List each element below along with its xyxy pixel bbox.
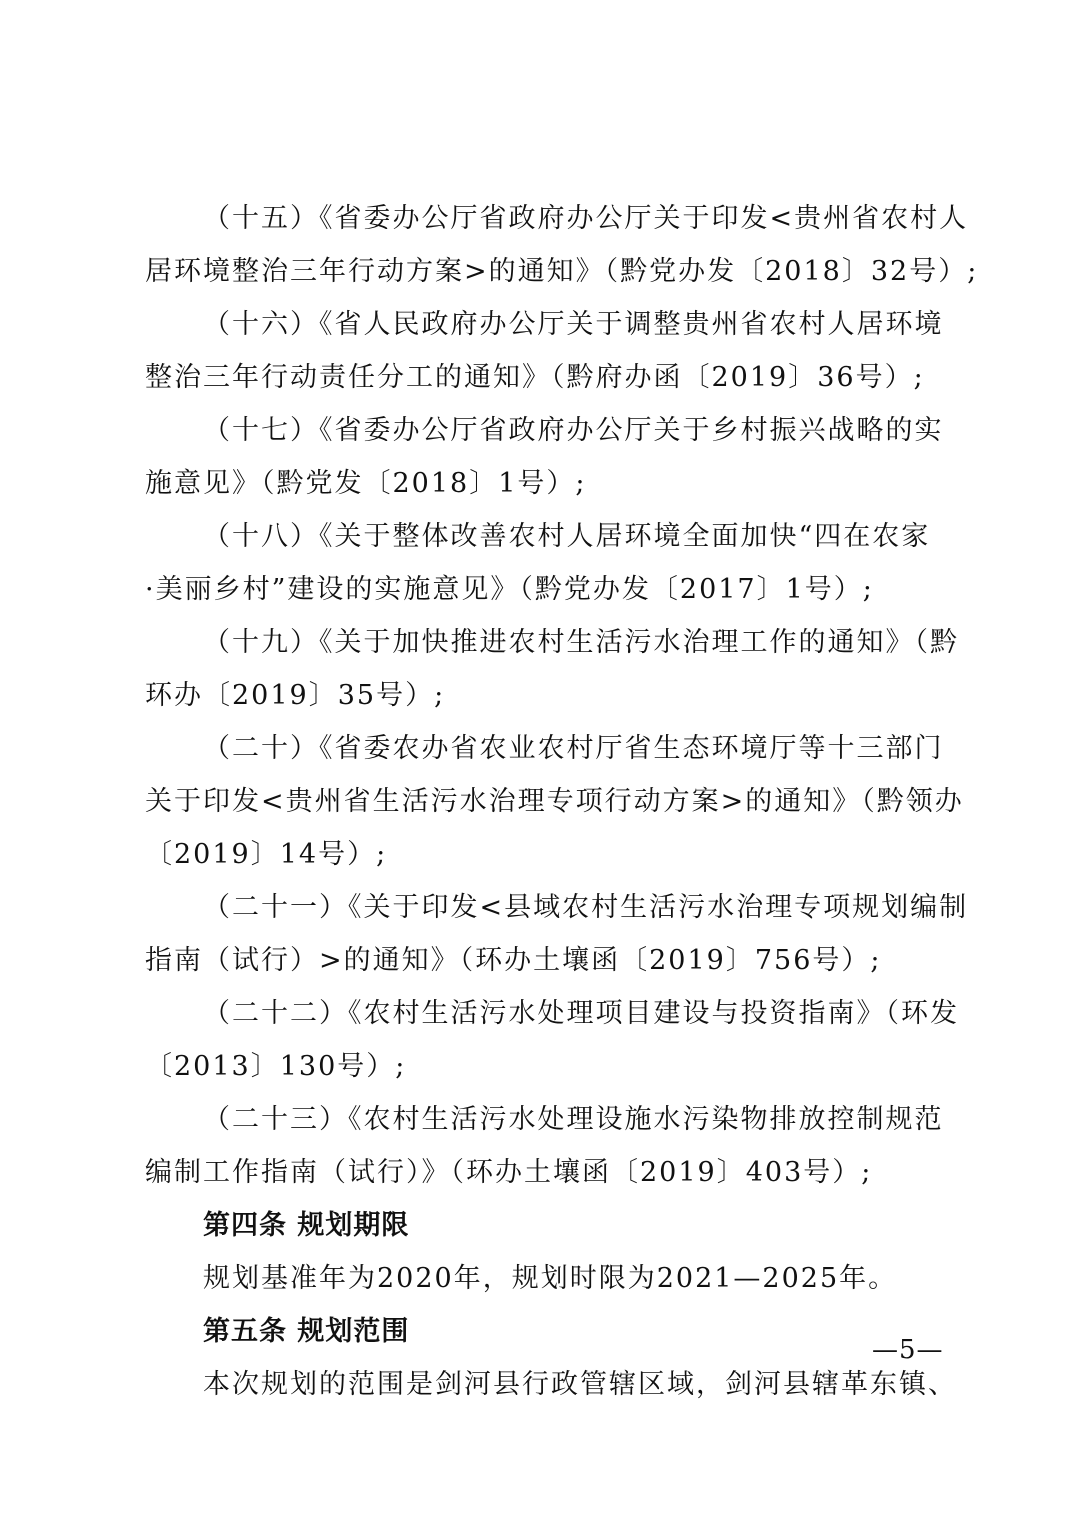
reference-line: （二十一）《关于印发<县域农村生活污水治理专项规划编制 <box>203 892 969 923</box>
reference-item-15 <box>145 192 979 298</box>
reference-item-17 <box>145 404 944 510</box>
article-4-heading: 第四条 规划期限 <box>203 1210 410 1241</box>
reference-line: 编制工作指南（试行）》（环办土壤函〔2019〕403号）; <box>145 1157 873 1188</box>
reference-line: （十九）《关于加快推进农村生活污水治理工作的通知》（黔 <box>203 627 959 658</box>
reference-line: ·美丽乡村”建设的实施意见》（黔党办发〔2017〕1号）; <box>145 574 874 605</box>
reference-item-18 <box>145 510 940 616</box>
reference-line: 环办〔2019〕35号）; <box>145 680 446 711</box>
reference-line: （十八）《关于整体改善农村人居环境全面加快“四在农家 <box>203 521 931 552</box>
reference-line: （十七）《省委办公厅省政府办公厅关于乡村振兴战略的实 <box>203 415 944 446</box>
reference-line: 指南（试行）>的通知》（环办土壤函〔2019〕756号）; <box>145 945 882 976</box>
reference-item-21 <box>145 881 969 987</box>
page-body <box>145 192 979 1411</box>
reference-line: 〔2019〕14号）; <box>145 839 388 870</box>
article-4-text: 规划基准年为2020年，规划时限为2021—2025年。 <box>203 1263 898 1294</box>
article-5-heading: 第五条 规划范围 <box>203 1316 410 1347</box>
reference-item-23 <box>145 1093 944 1199</box>
reference-item-19 <box>145 616 959 722</box>
reference-line: 施意见》（黔党发〔2018〕1号）; <box>145 468 587 499</box>
reference-line: （二十二）《农村生活污水处理项目建设与投资指南》（环发 <box>203 998 959 1029</box>
page-number: —5— <box>872 1335 944 1365</box>
reference-line: （二十）《省委农办省农业农村厅省生态环境厅等十三部门 <box>203 733 944 764</box>
reference-line: 居环境整治三年行动方案>的通知》（黔党办发〔2018〕32号）; <box>145 256 979 287</box>
reference-line: （二十三）《农村生活污水处理设施水污染物排放控制规范 <box>203 1104 944 1135</box>
reference-item-22 <box>145 987 959 1093</box>
reference-line: （十六）《省人民政府办公厅关于调整贵州省农村人居环境 <box>203 309 944 340</box>
reference-item-16 <box>145 298 944 404</box>
reference-line: （十五）《省委办公厅省政府办公厅关于印发<贵州省农村人 <box>203 203 969 234</box>
reference-item-20 <box>145 722 964 881</box>
reference-line: 整治三年行动责任分工的通知》（黔府办函〔2019〕36号）; <box>145 362 925 393</box>
reference-line: 〔2013〕130号）; <box>145 1051 407 1082</box>
article-5-text: 本次规划的范围是剑河县行政管辖区域，剑河县辖革东镇、 <box>203 1369 957 1400</box>
reference-line: 关于印发<贵州省生活污水治理专项行动方案>的通知》（黔领办 <box>145 786 964 817</box>
